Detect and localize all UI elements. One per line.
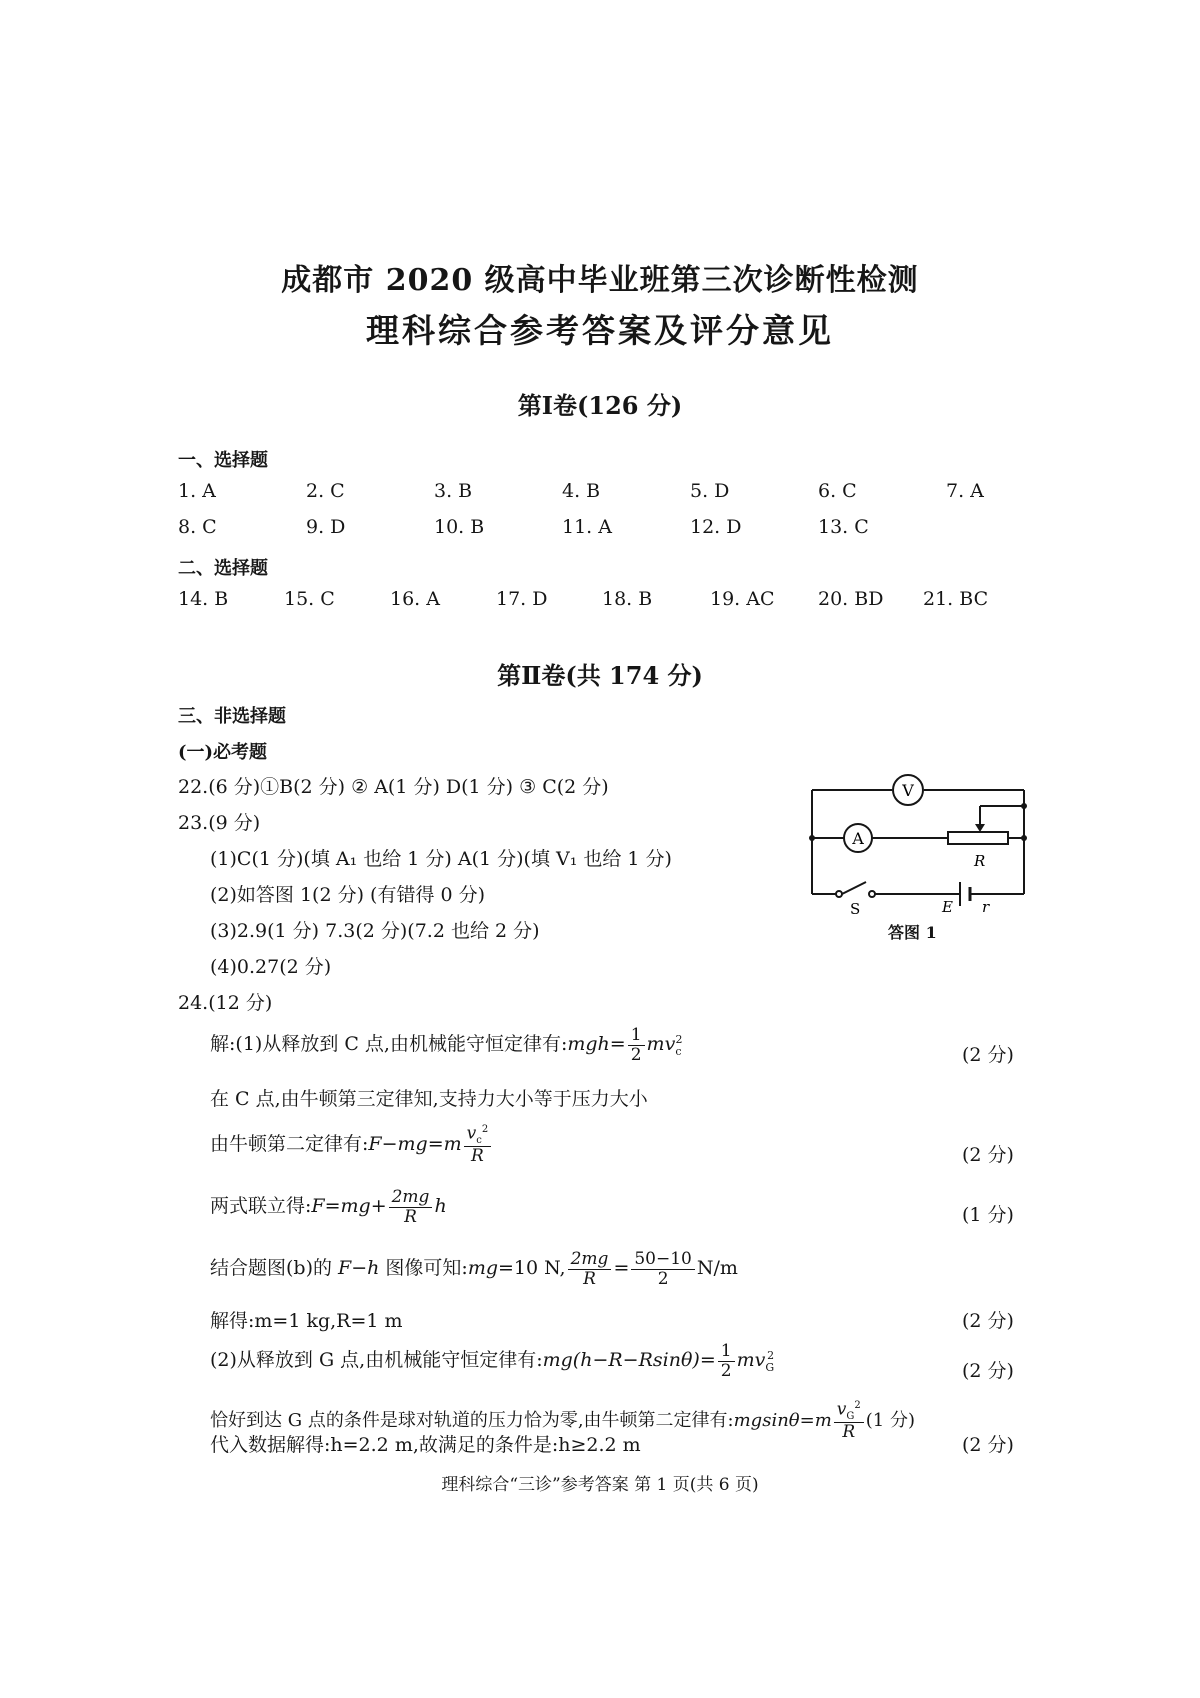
answer-item: 15. C <box>284 588 335 610</box>
circuit-diagram <box>800 766 1040 916</box>
q24-line-2: 在 C 点,由牛顿第三定律知,支持力大小等于压力大小 <box>210 1088 648 1110</box>
answer-item: 21. BC <box>923 588 989 610</box>
q24-score-6: (2 分) <box>962 1310 1014 1332</box>
switch-label: S <box>850 900 861 916</box>
answer-item: 2. C <box>306 480 345 502</box>
q22-answer: 22.(6 分)①B(2 分) ② A(1 分) D(1 分) ③ C(2 分) <box>178 776 609 798</box>
q24-score-4: (1 分) <box>962 1204 1014 1226</box>
answer-item: 10. B <box>434 516 485 538</box>
subsection-label: (一)必考题 <box>178 742 268 763</box>
internal-resistance-label: r <box>982 898 990 916</box>
q23-line-2: (2)如答图 1(2 分) (有错得 0 分) <box>210 884 486 906</box>
resistor-shape <box>948 832 1008 844</box>
section2-label: 二、选择题 <box>178 558 268 579</box>
slider-arrow-icon <box>975 824 985 832</box>
answer-item: 17. D <box>496 588 548 610</box>
q24-line-6: 解得:m=1 kg,R=1 m <box>210 1310 403 1332</box>
ammeter-label: A <box>852 829 864 848</box>
emf-label: E <box>942 898 953 916</box>
q23-line-1: (1)C(1 分)(填 A₁ 也给 1 分) A(1 分)(填 V₁ 也给 1 分) <box>210 848 672 870</box>
answer-item: 12. D <box>690 516 742 538</box>
answer-item: 7. A <box>946 480 984 502</box>
q24-score-7: (2 分) <box>962 1360 1014 1382</box>
section1-label: 一、选择题 <box>178 450 268 471</box>
answer-item: 3. B <box>434 480 473 502</box>
document-subtitle: 理科综合参考答案及评分意见 <box>366 311 834 350</box>
q24-label: 24.(12 分) <box>178 992 273 1014</box>
q24-score-1: (2 分) <box>962 1044 1014 1066</box>
resistor-label: R <box>974 852 986 870</box>
answer-item: 9. D <box>306 516 346 538</box>
q24-line-7: (2)从释放到 G 点,由机械能守恒定律有:mg(h−R−Rsinθ)= $\frac{1}{2}$ $mv_G^2$ <box>210 1341 775 1381</box>
q24-score-9: (2 分) <box>962 1434 1014 1456</box>
q23-line-4: (4)0.27(2 分) <box>210 956 332 978</box>
answer-item: 5. D <box>690 480 730 502</box>
answer-item: 4. B <box>562 480 601 502</box>
document-title: 成都市 2020 级高中毕业班第三次诊断性检测 <box>281 263 919 298</box>
answer-item: 13. C <box>818 516 869 538</box>
q24-line-1: 解:(1)从释放到 C 点,由机械能守恒定律有:mgh= $\frac{1}{2}$ $mv_c^2$ <box>210 1025 683 1065</box>
answer-item: 19. AC <box>710 588 775 610</box>
voltmeter-label: V <box>902 781 914 800</box>
q24-line-5: 结合题图(b)的 F−h 图像可知:mg=10 N, $\frac{2mg}{R}$ = $\frac{50-10}{2}$ N/m <box>210 1249 738 1289</box>
answer-item: 6. C <box>818 480 857 502</box>
part1-heading: 第Ⅰ卷(126 分) <box>517 391 683 420</box>
q24-score-3: (2 分) <box>962 1144 1014 1166</box>
answer-item: 14. B <box>178 588 229 610</box>
q23-label: 23.(9 分) <box>178 812 261 834</box>
q24-line-9: 代入数据解得:h=2.2 m,故满足的条件是:h≥2.2 m <box>210 1434 641 1456</box>
answer-item: 8. C <box>178 516 217 538</box>
answer-item: 18. B <box>602 588 653 610</box>
answer-item: 16. A <box>390 588 440 610</box>
answer-item: 1. A <box>178 480 216 502</box>
section3-label: 三、非选择题 <box>178 706 286 727</box>
answer-item: 20. BD <box>818 588 884 610</box>
q24-line-4: 两式联立得:F=mg+ $\frac{2mg}{R}$ h <box>210 1187 447 1227</box>
figure-caption: 答图 1 <box>888 923 937 942</box>
q24-line-8: 恰好到达 G 点的条件是球对轨道的压力恰为零,由牛顿第二定律有:mgsinθ=m $\frac{v_G^2}{R}$ (1 分) <box>210 1399 915 1443</box>
q24-line-3: 由牛顿第二定律有:F−mg=m $\frac{v_c^2}{R}$ <box>210 1124 493 1166</box>
page-footer: 理科综合“三诊”参考答案 第 1 页(共 6 页) <box>441 1475 759 1495</box>
q23-line-3: (3)2.9(1 分) 7.3(2 分)(7.2 也给 2 分) <box>210 920 540 942</box>
answer-item: 11. A <box>562 516 612 538</box>
part2-heading: 第Ⅱ卷(共 174 分) <box>497 661 703 690</box>
